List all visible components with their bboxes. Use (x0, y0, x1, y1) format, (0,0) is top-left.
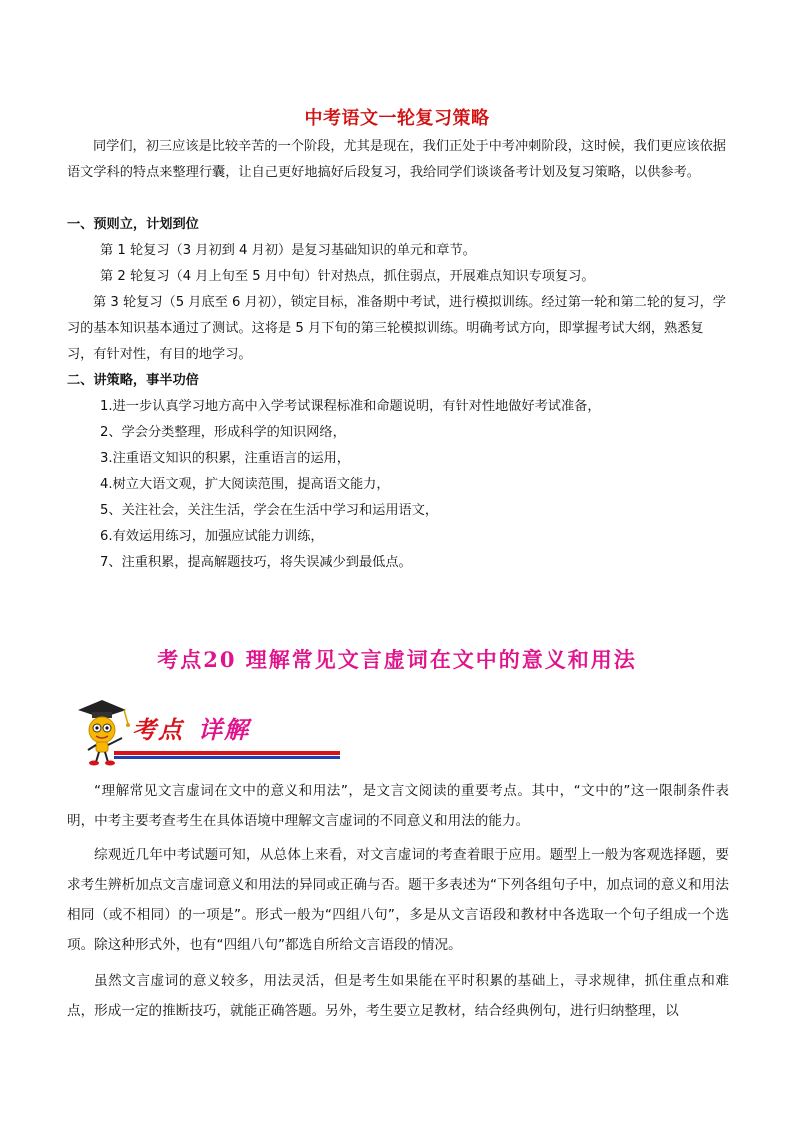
explain-paragraph-2: 综观近几年中考试题可知，从总体上来看，对文言虚词的考查着眼于应用。题型上一般为客观选择题，要求考生辨析加点文言虚词意义和用法的异同或正确与否。题干多表述为“下列各组句子中，加点词的意义和用法相同（或不相同）的一项是”。形式一般为“四组八句”，多是从文言语段和教材中各选取一个句子组成一个选项。除这种形式外，也有“四组八句”都选自所给文言语段的情况。 (67, 847, 729, 953)
intro-paragraph: 同学们，初三应该是比较辛苦的一个阶段，尤其是现在，我们正处于中考冲刺阶段，这时候，我们更应该依据语文学科的特点来整理行囊，让自己更好地搞好后段复习，我给同学们谈谈备考计划及复习策略，以供参考。 (67, 139, 726, 180)
banner-title (132, 710, 250, 745)
list-item: 7、注重积累，提高解题技巧，将失误减少到最低点。 (100, 555, 412, 570)
list-item: 5、关注社会，关注生活，学会在生活中学习和运用语文， (100, 503, 439, 518)
round1-text: 第 1 轮复习（3 月初到 4 月初）是复习基础知识的单元和章节。 (100, 243, 476, 258)
kaodian-title: 考点20 理解常见文言虚词在文中的意义和用法 (157, 647, 637, 672)
explain-paragraph-1: “理解常见文言虚词在文中的意义和用法”，是文言文阅读的重要考点。其中，“文中的”这一限制条件表明，中考主要考查考生在具体语境中理解文言虚词的不同意义和用法的能力。 (67, 783, 729, 829)
round3-text: 第 3 轮复习（5 月底至 6 月初），锁定目标，准备期中考试，进行模拟训练。经过第一轮和第二轮的复习，学习的基本知识基本通过了测试。这将是 5 月下旬的第三轮模拟训练。明确考试方向，即掌握考试大纲，熟悉复习，有针对性，有目的地学习。 (67, 295, 726, 362)
banner-underline-red (114, 751, 340, 755)
list-item: 1.进一步认真学习地方高中入学考试课程标准和命题说明，有针对性地做好考试准备， (100, 399, 601, 414)
banner-word-xiangjie: 详解 (198, 715, 250, 744)
list-item: 3.注重语文知识的积累，注重语言的运用， (100, 451, 350, 466)
explain-paragraph-3: 虽然文言虚词的意义较多，用法灵活，但是考生如果能在平时积累的基础上，寻求规律，抓住重点和难点，形成一定的推断技巧，就能正确答题。另外，考生要立足教材，结合经典例句，进行归纳整理，以 (67, 973, 729, 1019)
page-title: 中考语文一轮复习策略 (304, 108, 490, 129)
section2-heading: 二、讲策略，事半功倍 (67, 373, 199, 388)
list-item: 6.有效运用练习，加强应试能力训练， (100, 529, 324, 544)
round2-text: 第 2 轮复习（4 月上旬至 5 月中旬）针对热点，抓住弱点，开展难点知识专项复习。 (100, 269, 595, 284)
kaodian-banner (72, 696, 302, 768)
list-item: 2、学会分类整理，形成科学的知识网络， (100, 425, 346, 440)
list-item: 4.树立大语文观，扩大阅读范围，提高语文能力， (100, 477, 390, 492)
banner-underline-blue (114, 756, 340, 759)
section1-heading: 一、预则立，计划到位 (67, 217, 199, 232)
banner-word-kaodian: 考点 (132, 715, 184, 744)
